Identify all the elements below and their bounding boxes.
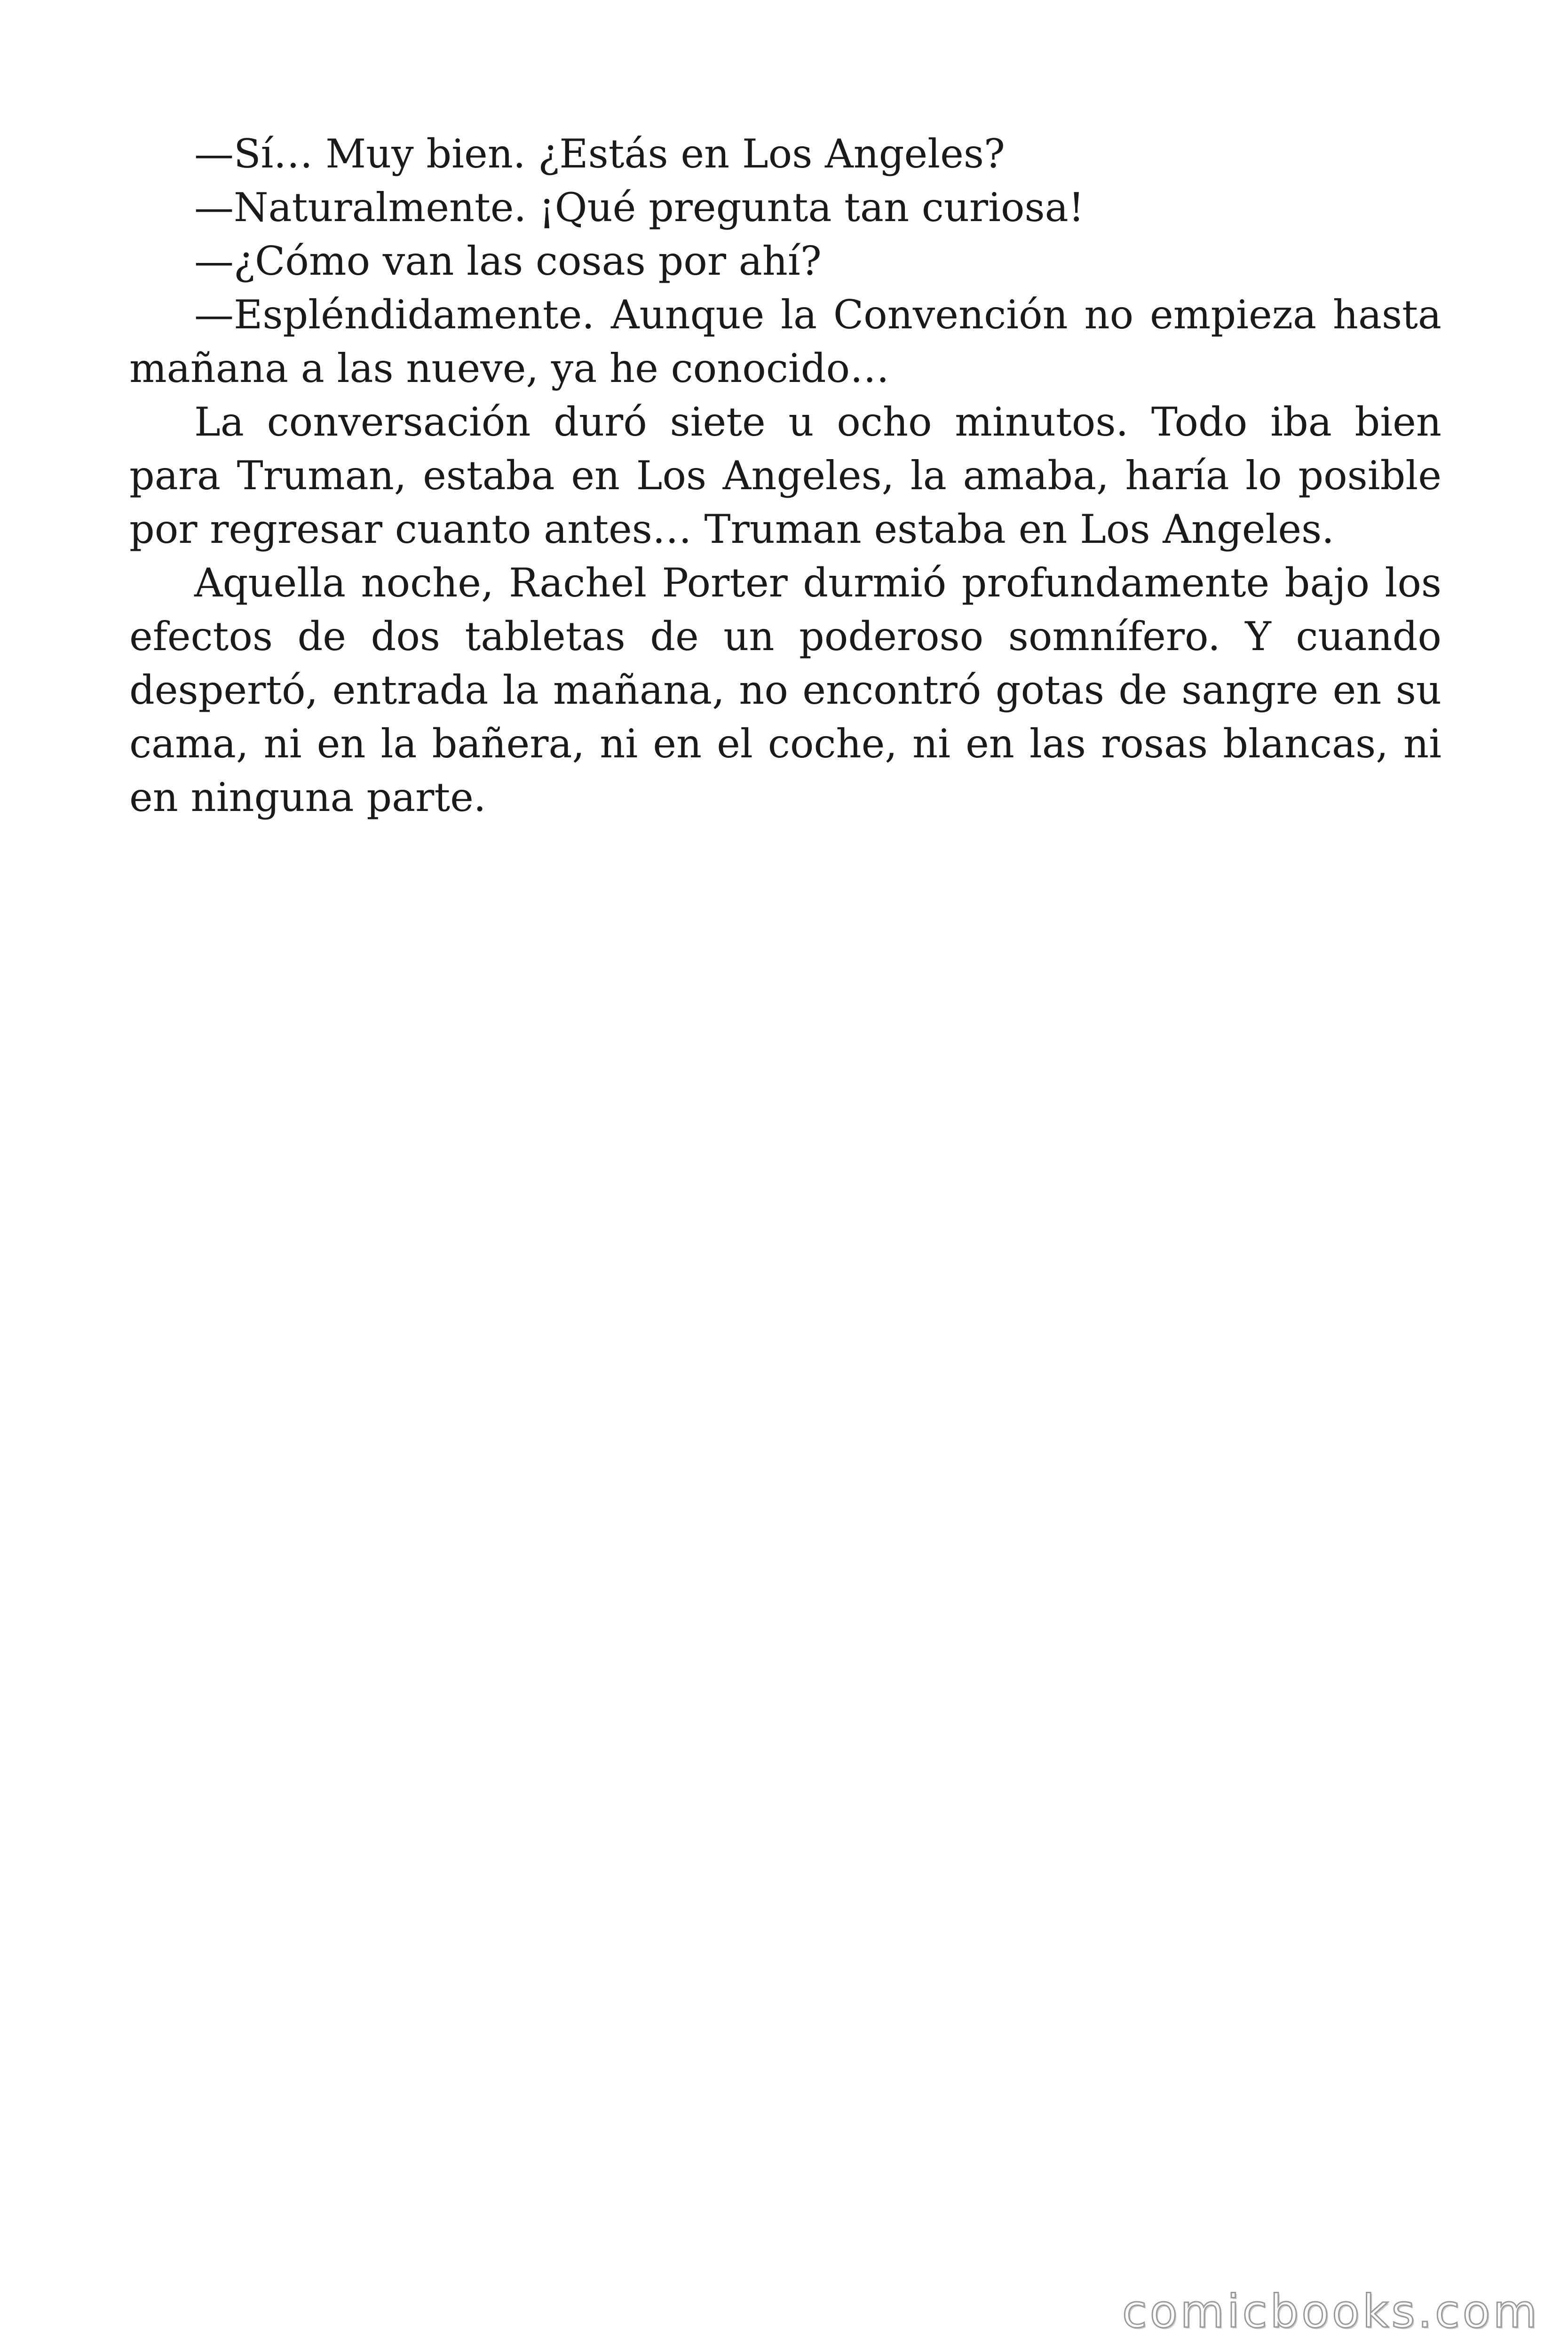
watermark: comicbooks.com: [1122, 2285, 1540, 2338]
paragraph-1: —Sí… Muy bien. ¿Estás en Los Angeles?: [194, 131, 1005, 177]
body-text: [129, 127, 1441, 824]
paragraph-3: —¿Cómo van las cosas por ahí?: [194, 238, 822, 284]
paragraph-2: —Naturalmente. ¡Qué pregunta tan curiosa!: [194, 184, 1085, 230]
paragraph-6: Aquella noche, Rachel Porter durmió profundamente bajo los efectos de dos tabletas de un poderoso somnífero. Y cuando despertó, entrada la mañana, no encontró gotas de sangre en su cama, ni en la bañera, ni en el coche, ni en las rosas blancas, ni en ninguna parte.: [129, 560, 1441, 820]
paragraph-4: —Espléndidamente. Aunque la Convención no empieza hasta mañana a las nueve, ya he conocido…: [129, 292, 1441, 391]
paragraph-5: La conversación duró siete u ocho minutos. Todo iba bien para Truman, estaba en Los Angeles, la amaba, haría lo posible por regresar cuanto antes… Truman estaba en Los Angeles.: [129, 399, 1441, 552]
